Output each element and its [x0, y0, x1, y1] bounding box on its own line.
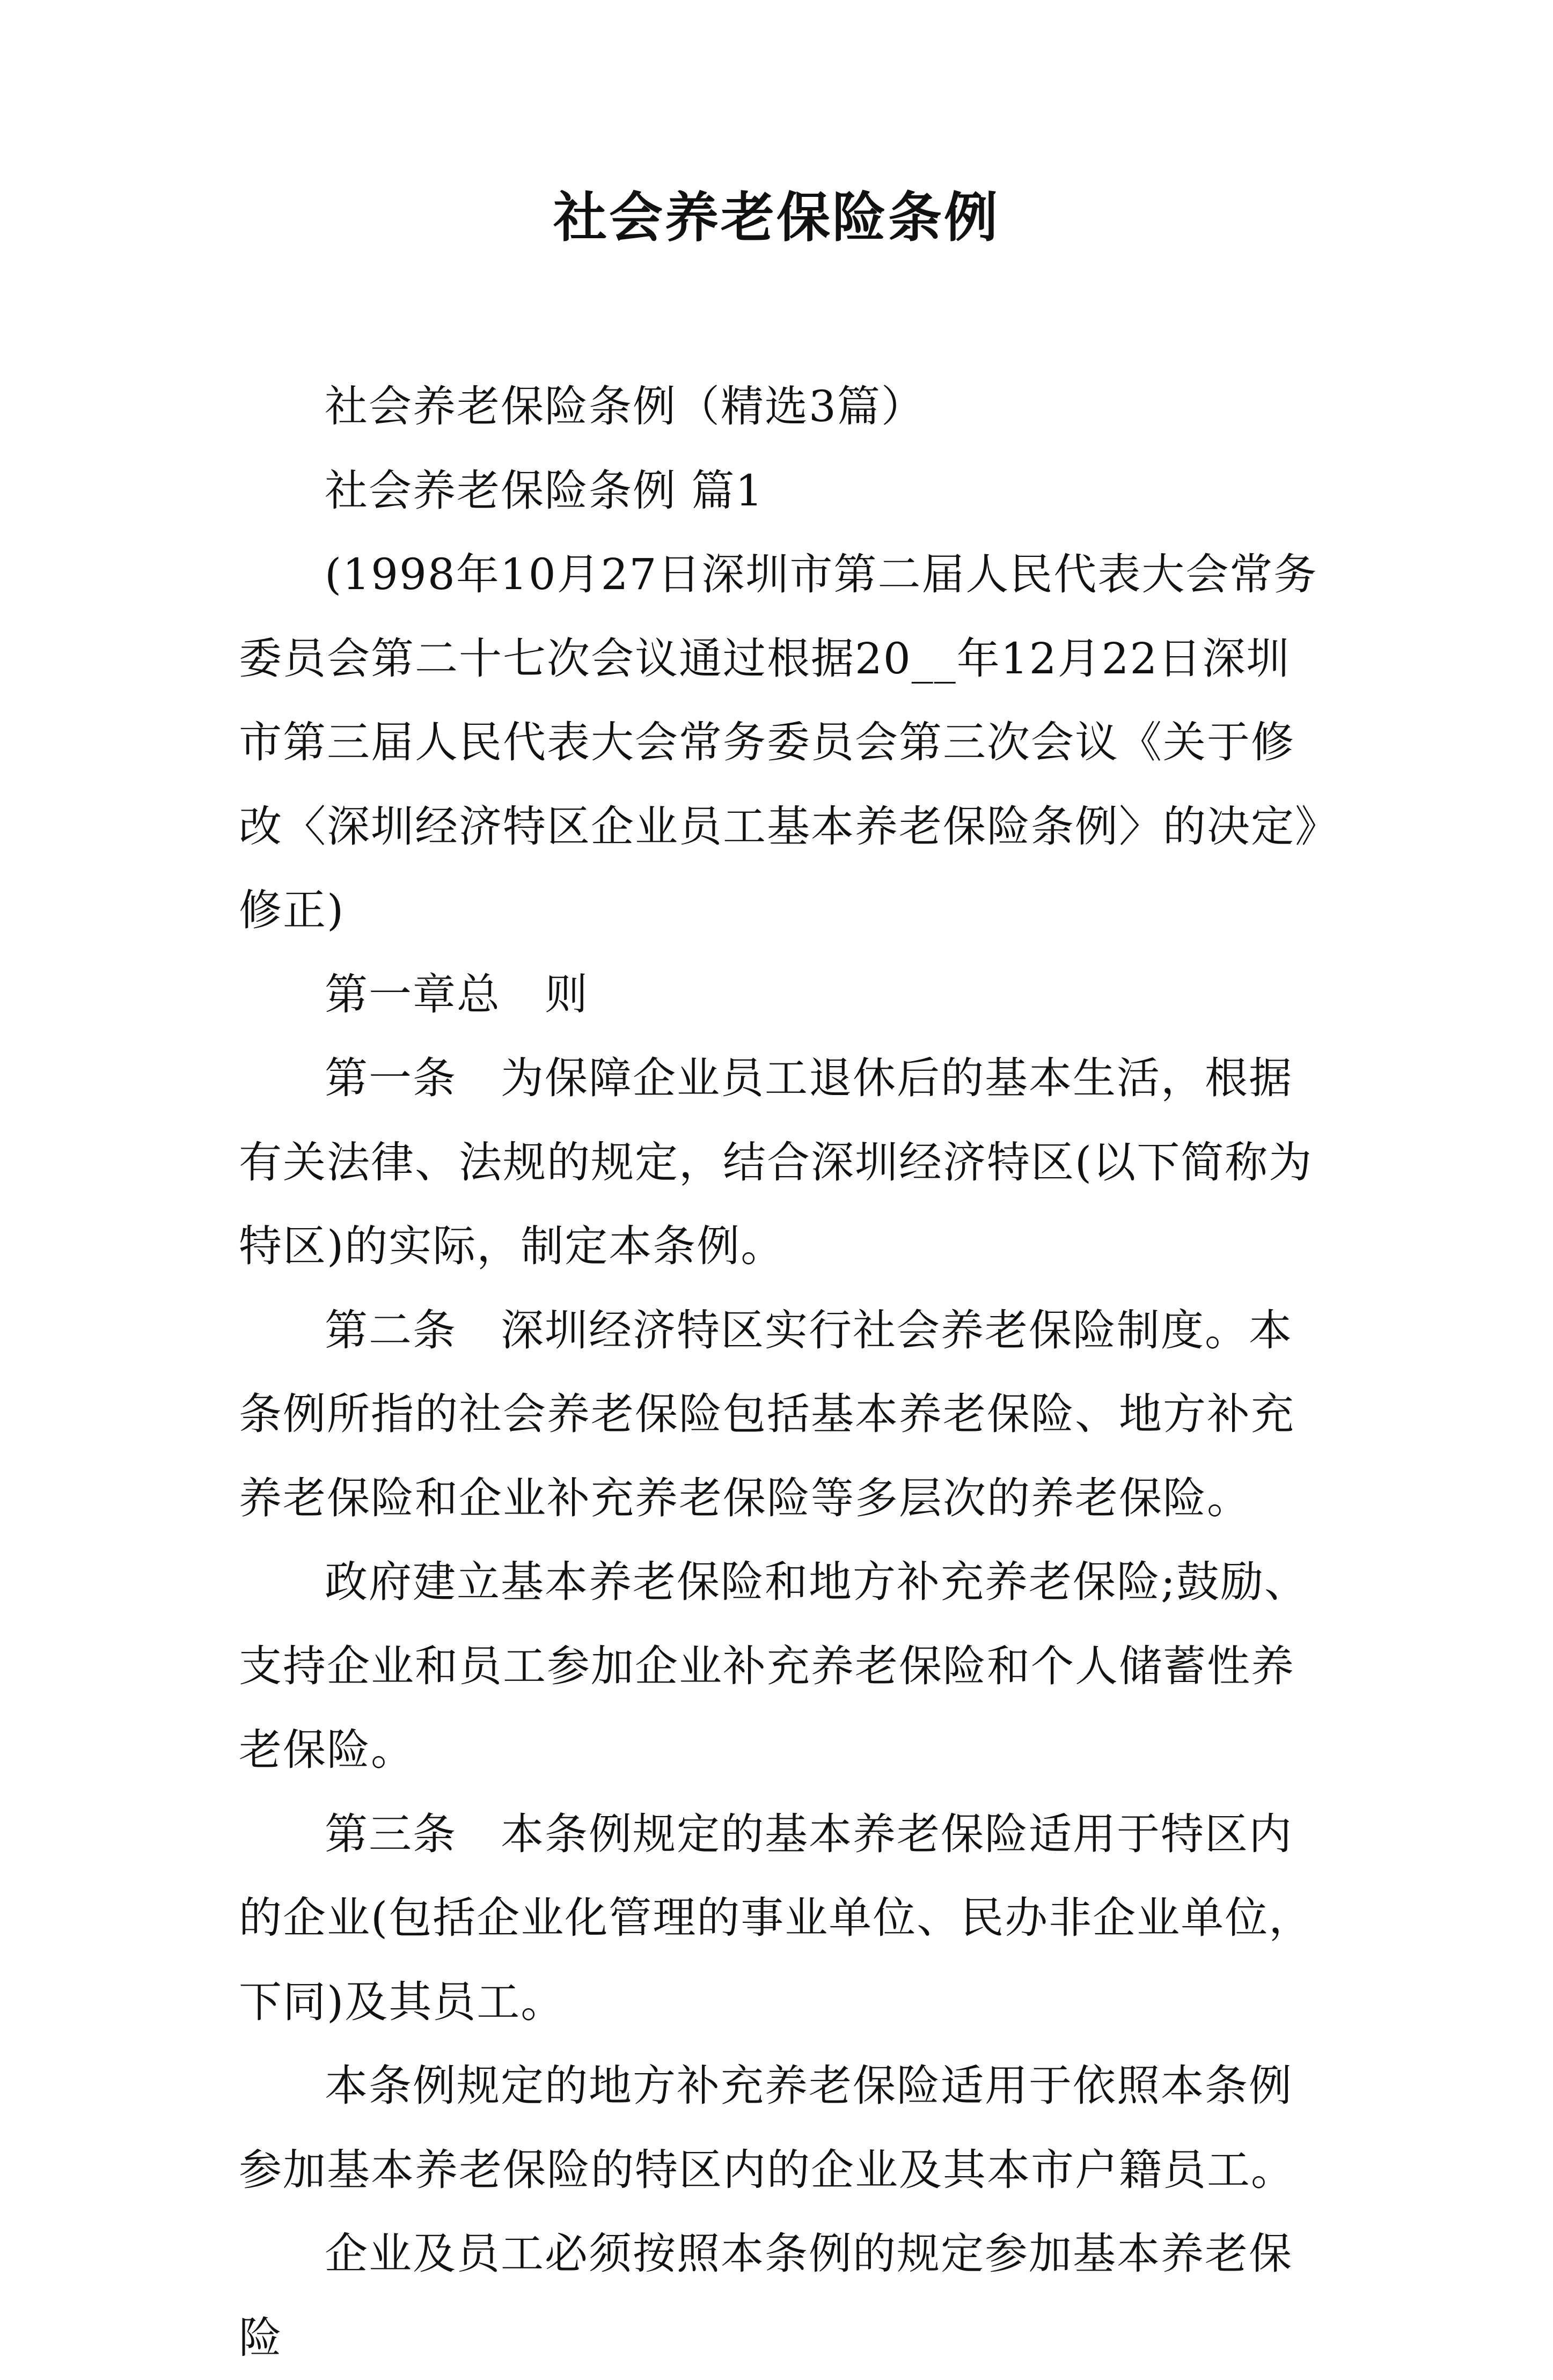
chapter-heading: 第一章总 则	[325, 969, 589, 1019]
article-3: 第三条 本条例规定的基本养老保险适用于特区内的企业(包括企业化管理的事业单位、民办非企业单位，下同)及其员工。	[239, 1809, 1313, 2027]
article-1: 第一条 为保障企业员工退休后的基本生活，根据有关法律、法规的规定，结合深圳经济特区(以下简称为特区)的实际，制定本条例。	[239, 1053, 1313, 1271]
article-2-paragraph-2: 政府建立基本养老保险和地方补充养老保险;鼓励、支持企业和员工参加企业补充养老保险和个人储蓄性养老保险。	[239, 1557, 1308, 1775]
article-2: 第二条 深圳经济特区实行社会养老保险制度。本条例所指的社会养老保险包括基本养老保险、地方补充养老保险和企业补充养老保险等多层次的养老保险。	[239, 1305, 1295, 1523]
article-3-paragraph-3: 企业及员工必须按照本条例的规定参加基本养老保险	[239, 2229, 1293, 2363]
subtitle-line: 社会养老保险条例（精选3篇）	[325, 381, 925, 431]
article-3-paragraph-2: 本条例规定的地方补充养老保险适用于依照本条例参加基本养老保险的特区内的企业及其本市户籍员工。	[239, 2061, 1295, 2195]
document-title: 社会养老保险条例	[553, 186, 1000, 249]
document-body	[239, 365, 1323, 2380]
section-heading: 社会养老保险条例 篇1	[325, 465, 764, 516]
enactment-note: (1998年10月27日深圳市第二届人民代表大会常务委员会第二十七次会议通过根据20__年12月22日深圳市第三届人民代表大会常务委员会第三次会议《关于修改〈深圳经济特区企业员工基本养老保险条例〉的决定》修正)	[239, 549, 1318, 935]
